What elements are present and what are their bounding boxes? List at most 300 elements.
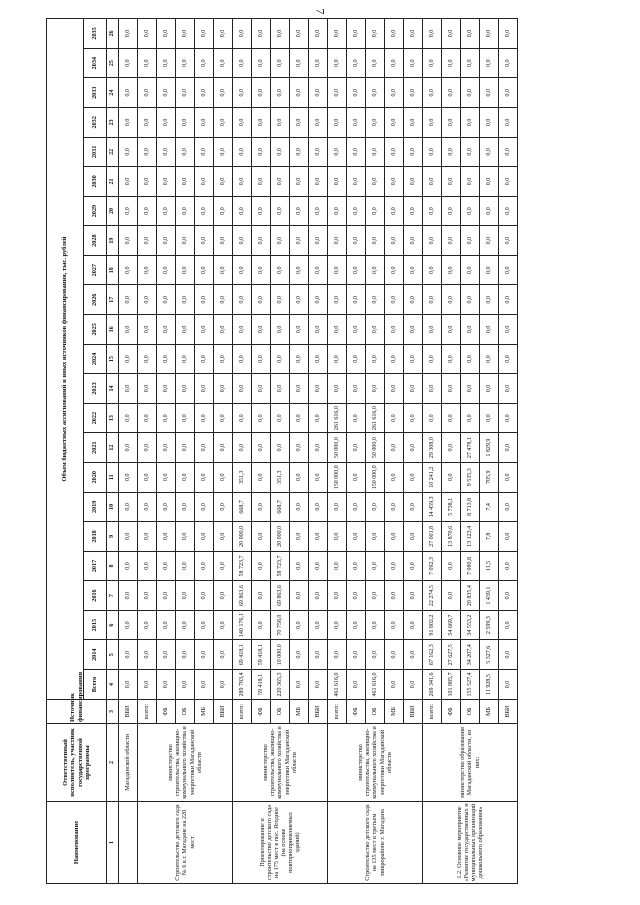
row-year-value: 0,0 [214, 285, 233, 315]
row-year-value: 0,0 [404, 581, 423, 611]
row-year-value: 0,0 [404, 492, 423, 522]
row-year-value: 0,0 [214, 226, 233, 256]
row-year-value: 0,0 [233, 78, 252, 108]
row-year-value: 0,0 [347, 19, 366, 49]
row-year-value: 0,0 [328, 551, 347, 581]
col-funding-header: Объем бюджетных ассигнований и иных источников финансирования, тыс. рублей [47, 19, 84, 700]
year-header: 2032 [84, 108, 107, 138]
row-year-value: 0,0 [366, 255, 385, 285]
row-total: 289 783,4 [233, 670, 252, 700]
row-year-value: 0,0 [442, 108, 461, 138]
row-year-value: 0,0 [290, 374, 309, 404]
row-year-value: 0,0 [119, 374, 138, 404]
row-year-value: 0,0 [271, 167, 290, 197]
row-source: ВБИ [119, 700, 138, 724]
row-year-value: 0,0 [271, 403, 290, 433]
row-year-value: 70 758,0 [271, 610, 290, 640]
row-year-value: 5 327,6 [480, 640, 499, 670]
row-year-value: 0,0 [461, 167, 480, 197]
table-row [119, 19, 138, 884]
row-year-value: 0,0 [347, 285, 366, 315]
row-year-value: 0,0 [290, 315, 309, 345]
row-year-value: 0,0 [347, 315, 366, 345]
row-year-value: 705,9 [480, 462, 499, 492]
year-header: 2023 [84, 374, 107, 404]
row-year-value: 0,0 [442, 315, 461, 345]
row-year-value: 0,0 [366, 551, 385, 581]
row-year-value: 0,0 [233, 19, 252, 49]
row-year-value: 0,0 [214, 492, 233, 522]
row-name: Строительство детского сада на 135 мест в третьем микрорайоне г. Магадана [328, 802, 423, 884]
row-year-value: 0,0 [309, 403, 328, 433]
row-year-value: 0,0 [309, 196, 328, 226]
row-year-value: 0,0 [480, 78, 499, 108]
row-year-value: 69 418,1 [233, 640, 252, 670]
row-year-value: 34 553,2 [461, 610, 480, 640]
row-year-value: 0,0 [499, 581, 518, 611]
row-year-value: 0,0 [157, 19, 176, 49]
row-year-value: 0,0 [119, 315, 138, 345]
row-name: 1.2. Основное мероприятие «Развитие государственных и муниципальных организаций дошкольного образования» [423, 802, 518, 884]
row-year-value: 0,0 [119, 492, 138, 522]
row-year-value: 0,0 [328, 581, 347, 611]
row-year-value: 0,0 [195, 137, 214, 167]
row-year-value: 0,0 [461, 344, 480, 374]
row-year-value: 0,0 [499, 522, 518, 552]
row-year-value: 0,0 [385, 374, 404, 404]
row-year-value: 0,0 [271, 137, 290, 167]
row-year-value: 54 669,7 [442, 610, 461, 640]
row-total: 0,0 [309, 670, 328, 700]
row-year-value: 668,7 [271, 492, 290, 522]
row-year-value: 0,0 [138, 19, 157, 49]
year-header: 2030 [84, 167, 107, 197]
row-year-value: 0,0 [157, 344, 176, 374]
row-year-value: 0,0 [176, 344, 195, 374]
page-number: 7 [313, 8, 328, 15]
row-year-value: 0,0 [480, 403, 499, 433]
row-year-value: 0,0 [214, 108, 233, 138]
row-year-value: 0,0 [157, 315, 176, 345]
year-header: 2018 [84, 522, 107, 552]
row-year-value: 0,0 [252, 196, 271, 226]
row-total: 0,0 [195, 670, 214, 700]
row-year-value: 0,0 [138, 315, 157, 345]
year-header: 2019 [84, 492, 107, 522]
row-year-value: 69 863,6 [271, 581, 290, 611]
row-year-value: 0,0 [138, 462, 157, 492]
column-number: 22 [107, 137, 119, 167]
row-year-value: 0,0 [138, 522, 157, 552]
row-year-value: 0,0 [347, 167, 366, 197]
row-year-value: 0,0 [404, 48, 423, 78]
row-year-value: 0,0 [271, 255, 290, 285]
row-year-value: 0,0 [157, 433, 176, 463]
row-total: 11 928,5 [480, 670, 499, 700]
row-year-value: 50 000,0 [328, 433, 347, 463]
row-year-value: 0,0 [214, 315, 233, 345]
row-total: 269 341,6 [423, 670, 442, 700]
row-year-value: 0,0 [271, 226, 290, 256]
row-year-value: 0,0 [385, 433, 404, 463]
row-year-value: 0,0 [214, 610, 233, 640]
row-year-value: 0,0 [404, 19, 423, 49]
row-year-value: 0,0 [309, 462, 328, 492]
table-body [119, 19, 518, 884]
row-year-value: 0,0 [366, 226, 385, 256]
row-year-value: 0,0 [138, 137, 157, 167]
row-year-value: 0,0 [328, 108, 347, 138]
table-row [423, 19, 442, 884]
row-year-value: 0,0 [309, 492, 328, 522]
row-year-value: 0,0 [366, 315, 385, 345]
column-number: 16 [107, 315, 119, 345]
row-year-value: 0,0 [176, 403, 195, 433]
row-year-value: 22 274,5 [423, 581, 442, 611]
row-year-value: 0,0 [290, 19, 309, 49]
row-year-value: 0,0 [214, 462, 233, 492]
row-year-value: 0,0 [499, 492, 518, 522]
row-year-value: 7,8 [480, 522, 499, 552]
row-year-value: 0,0 [366, 640, 385, 670]
row-year-value: 0,0 [214, 48, 233, 78]
row-year-value: 0,0 [480, 315, 499, 345]
row-year-value: 0,0 [252, 433, 271, 463]
row-year-value: 0,0 [252, 315, 271, 345]
row-year-value: 0,0 [347, 108, 366, 138]
row-year-value: 0,0 [423, 255, 442, 285]
row-source: МБ [480, 700, 499, 724]
row-year-value: 0,0 [290, 610, 309, 640]
row-year-value: 0,0 [442, 137, 461, 167]
year-header: 2021 [84, 433, 107, 463]
row-total: 0,0 [176, 670, 195, 700]
row-year-value: 0,0 [176, 137, 195, 167]
row-name [119, 802, 138, 884]
row-year-value: 0,0 [328, 19, 347, 49]
row-year-value: 0,0 [385, 19, 404, 49]
row-year-value: 0,0 [442, 48, 461, 78]
row-year-value: 0,0 [366, 196, 385, 226]
row-year-value: 0,0 [423, 167, 442, 197]
row-year-value: 0,0 [309, 433, 328, 463]
row-year-value: 0,0 [347, 374, 366, 404]
row-year-value: 0,0 [176, 522, 195, 552]
row-year-value: 0,0 [119, 522, 138, 552]
row-year-value: 0,0 [271, 48, 290, 78]
row-year-value: 0,0 [328, 374, 347, 404]
row-year-value: 0,0 [347, 137, 366, 167]
row-year-value: 0,0 [252, 522, 271, 552]
row-year-value: 0,0 [157, 285, 176, 315]
row-year-value: 0,0 [119, 285, 138, 315]
row-year-value: 0,0 [290, 226, 309, 256]
row-year-value: 0,0 [176, 255, 195, 285]
row-year-value: 58 723,7 [271, 551, 290, 581]
row-year-value: 0,0 [480, 344, 499, 374]
column-number: 23 [107, 108, 119, 138]
row-year-value: 0,0 [499, 48, 518, 78]
row-year-value: 0,0 [290, 196, 309, 226]
row-name: Строительство детского сада № 6 в г. Магадане на 220 мест [138, 802, 233, 884]
row-year-value: 0,0 [119, 403, 138, 433]
row-year-value: 0,0 [366, 19, 385, 49]
row-year-value: 0,0 [195, 640, 214, 670]
column-number: 7 [107, 581, 119, 611]
row-year-value: 91 802,2 [423, 610, 442, 640]
row-executor: министерство строительства, жилищно-коммунального хозяйства и энергетики Магаданской области [328, 724, 423, 802]
column-number: 18 [107, 255, 119, 285]
row-year-value: 0,0 [252, 137, 271, 167]
row-year-value: 0,0 [119, 48, 138, 78]
row-year-value: 0,0 [119, 108, 138, 138]
row-year-value: 0,0 [290, 78, 309, 108]
column-number: 24 [107, 78, 119, 108]
row-year-value: 0,0 [176, 433, 195, 463]
row-year-value: 20 000,0 [271, 522, 290, 552]
row-year-value: 0,0 [309, 640, 328, 670]
row-year-value: 20 000,0 [233, 522, 252, 552]
row-year-value: 0,0 [385, 48, 404, 78]
row-year-value: 0,0 [404, 433, 423, 463]
row-year-value: 0,0 [385, 108, 404, 138]
row-year-value: 1 439,1 [480, 581, 499, 611]
row-year-value: 0,0 [423, 78, 442, 108]
row-year-value: 0,0 [423, 108, 442, 138]
row-year-value: 0,0 [442, 462, 461, 492]
row-year-value: 0,0 [195, 196, 214, 226]
row-year-value: 0,0 [195, 19, 214, 49]
row-year-value: 0,0 [385, 255, 404, 285]
row-year-value: 0,0 [461, 196, 480, 226]
row-year-value: 0,0 [347, 344, 366, 374]
year-header: 2024 [84, 344, 107, 374]
row-year-value: 0,0 [138, 344, 157, 374]
row-year-value: 0,0 [385, 551, 404, 581]
row-year-value: 0,0 [461, 285, 480, 315]
row-year-value: 0,0 [404, 137, 423, 167]
row-year-value: 0,0 [138, 48, 157, 78]
row-year-value: 0,0 [499, 344, 518, 374]
row-year-value: 0,0 [347, 196, 366, 226]
row-year-value: 0,0 [195, 581, 214, 611]
row-year-value: 0,0 [138, 255, 157, 285]
row-year-value: 0,0 [176, 581, 195, 611]
row-year-value: 0,0 [195, 315, 214, 345]
row-source: МБ [195, 700, 214, 724]
row-year-value: 0,0 [442, 19, 461, 49]
row-year-value: 0,0 [176, 492, 195, 522]
row-year-value: 0,0 [252, 48, 271, 78]
row-year-value: 0,0 [404, 108, 423, 138]
row-year-value: 0,0 [328, 48, 347, 78]
row-year-value: 150 000,0 [366, 462, 385, 492]
column-number: 20 [107, 196, 119, 226]
row-source: МБ [290, 700, 309, 724]
row-year-value: 0,0 [176, 78, 195, 108]
row-year-value: 0,0 [366, 344, 385, 374]
row-year-value: 0,0 [233, 433, 252, 463]
row-year-value: 0,0 [214, 581, 233, 611]
row-year-value: 0,0 [309, 137, 328, 167]
row-year-value: 0,0 [271, 196, 290, 226]
row-year-value: 0,0 [252, 551, 271, 581]
row-year-value: 0,0 [366, 492, 385, 522]
row-year-value: 0,0 [119, 433, 138, 463]
row-year-value: 0,0 [461, 78, 480, 108]
row-year-value: 0,0 [328, 315, 347, 345]
row-year-value: 5 738,1 [442, 492, 461, 522]
row-year-value: 0,0 [290, 462, 309, 492]
row-source: ВБИ [309, 700, 328, 724]
column-number: 11 [107, 462, 119, 492]
row-year-value: 0,0 [328, 492, 347, 522]
row-year-value: 0,0 [195, 610, 214, 640]
row-year-value: 0,0 [404, 255, 423, 285]
row-year-value: 0,0 [309, 255, 328, 285]
row-year-value: 0,0 [442, 196, 461, 226]
row-year-value: 0,0 [195, 551, 214, 581]
row-year-value: 0,0 [271, 78, 290, 108]
row-year-value: 0,0 [442, 285, 461, 315]
column-number: 15 [107, 344, 119, 374]
col-exec-header: Ответственный исполнитель, участник государственной программы [47, 724, 107, 802]
row-year-value: 0,0 [138, 108, 157, 138]
row-year-value: 0,0 [290, 137, 309, 167]
row-year-value: 261 616,0 [366, 403, 385, 433]
year-header: 2017 [84, 551, 107, 581]
row-year-value: 0,0 [404, 315, 423, 345]
column-number: 19 [107, 226, 119, 256]
row-year-value: 0,0 [347, 610, 366, 640]
column-number: 13 [107, 403, 119, 433]
row-year-value: 351,3 [271, 462, 290, 492]
row-source: ВБИ [499, 700, 518, 724]
row-year-value: 0,0 [423, 226, 442, 256]
row-year-value: 0,0 [366, 581, 385, 611]
row-year-value: 0,0 [366, 108, 385, 138]
year-header: 2014 [84, 640, 107, 670]
row-year-value: 0,0 [366, 167, 385, 197]
row-year-value: 0,0 [290, 285, 309, 315]
row-year-value: 0,0 [404, 78, 423, 108]
row-year-value: 0,0 [347, 403, 366, 433]
row-year-value: 0,0 [290, 344, 309, 374]
row-year-value: 7 080,8 [461, 551, 480, 581]
row-year-value: 0,0 [480, 137, 499, 167]
row-year-value: 0,0 [195, 522, 214, 552]
column-number: 12 [107, 433, 119, 463]
row-year-value: 0,0 [328, 285, 347, 315]
column-number: 17 [107, 285, 119, 315]
row-year-value: 0,0 [366, 522, 385, 552]
row-year-value: 0,0 [252, 108, 271, 138]
row-year-value: 0,0 [252, 285, 271, 315]
row-year-value: 0,0 [499, 551, 518, 581]
row-year-value: 0,0 [176, 462, 195, 492]
row-year-value: 0,0 [423, 19, 442, 49]
row-year-value: 0,0 [271, 315, 290, 345]
row-year-value: 13 870,6 [442, 522, 461, 552]
row-year-value: 0,0 [385, 137, 404, 167]
row-year-value: 0,0 [404, 285, 423, 315]
row-year-value: 0,0 [309, 285, 328, 315]
row-year-value: 0,0 [385, 344, 404, 374]
row-year-value: 7 092,3 [423, 551, 442, 581]
row-year-value: 0,0 [195, 255, 214, 285]
row-year-value: 0,0 [157, 610, 176, 640]
row-year-value: 0,0 [252, 344, 271, 374]
row-year-value: 0,0 [214, 255, 233, 285]
row-year-value: 0,0 [233, 374, 252, 404]
row-year-value: 59 418,1 [252, 640, 271, 670]
row-year-value: 0,0 [138, 167, 157, 197]
row-year-value: 0,0 [480, 167, 499, 197]
row-year-value: 0,0 [442, 78, 461, 108]
row-year-value: 0,0 [195, 344, 214, 374]
row-year-value: 668,7 [233, 492, 252, 522]
row-year-value: 0,0 [309, 522, 328, 552]
row-year-value: 0,0 [423, 196, 442, 226]
row-year-value: 0,0 [252, 374, 271, 404]
row-year-value: 0,0 [290, 433, 309, 463]
row-source: ОБ [176, 700, 195, 724]
row-year-value: 0,0 [214, 78, 233, 108]
row-year-value: 8 713,8 [461, 492, 480, 522]
row-year-value: 0,0 [442, 581, 461, 611]
row-source: ОБ [366, 700, 385, 724]
row-year-value: 0,0 [328, 640, 347, 670]
column-number: 1 [107, 802, 119, 884]
row-year-value: 0,0 [385, 167, 404, 197]
row-year-value: 0,0 [385, 315, 404, 345]
row-year-value: 7,4 [480, 492, 499, 522]
row-year-value: 9 535,3 [461, 462, 480, 492]
row-year-value: 0,0 [157, 226, 176, 256]
row-year-value: 58 723,7 [233, 551, 252, 581]
row-total: 0,0 [214, 670, 233, 700]
row-year-value: 0,0 [119, 551, 138, 581]
row-year-value: 0,0 [385, 581, 404, 611]
row-year-value: 0,0 [499, 610, 518, 640]
row-year-value: 0,0 [233, 48, 252, 78]
row-year-value: 0,0 [366, 78, 385, 108]
row-year-value: 0,0 [138, 640, 157, 670]
row-year-value: 0,0 [290, 640, 309, 670]
row-year-value: 0,0 [404, 522, 423, 552]
row-executor: Магаданской области [119, 724, 138, 802]
row-year-value: 0,0 [385, 78, 404, 108]
column-number: 6 [107, 610, 119, 640]
row-year-value: 0,0 [328, 196, 347, 226]
row-year-value: 0,0 [195, 226, 214, 256]
row-year-value: 0,0 [309, 374, 328, 404]
column-number: 9 [107, 522, 119, 552]
row-year-value: 0,0 [366, 374, 385, 404]
year-header: 2034 [84, 48, 107, 78]
row-year-value: 0,0 [233, 196, 252, 226]
row-year-value: 0,0 [347, 78, 366, 108]
row-year-value: 0,0 [157, 640, 176, 670]
row-year-value: 0,0 [233, 108, 252, 138]
year-header: 2029 [84, 196, 107, 226]
year-header: 2026 [84, 285, 107, 315]
row-year-value: 14 459,3 [423, 492, 442, 522]
row-year-value: 0,0 [347, 522, 366, 552]
row-year-value: 0,0 [195, 433, 214, 463]
row-year-value: 0,0 [157, 167, 176, 197]
row-year-value: 0,0 [328, 167, 347, 197]
